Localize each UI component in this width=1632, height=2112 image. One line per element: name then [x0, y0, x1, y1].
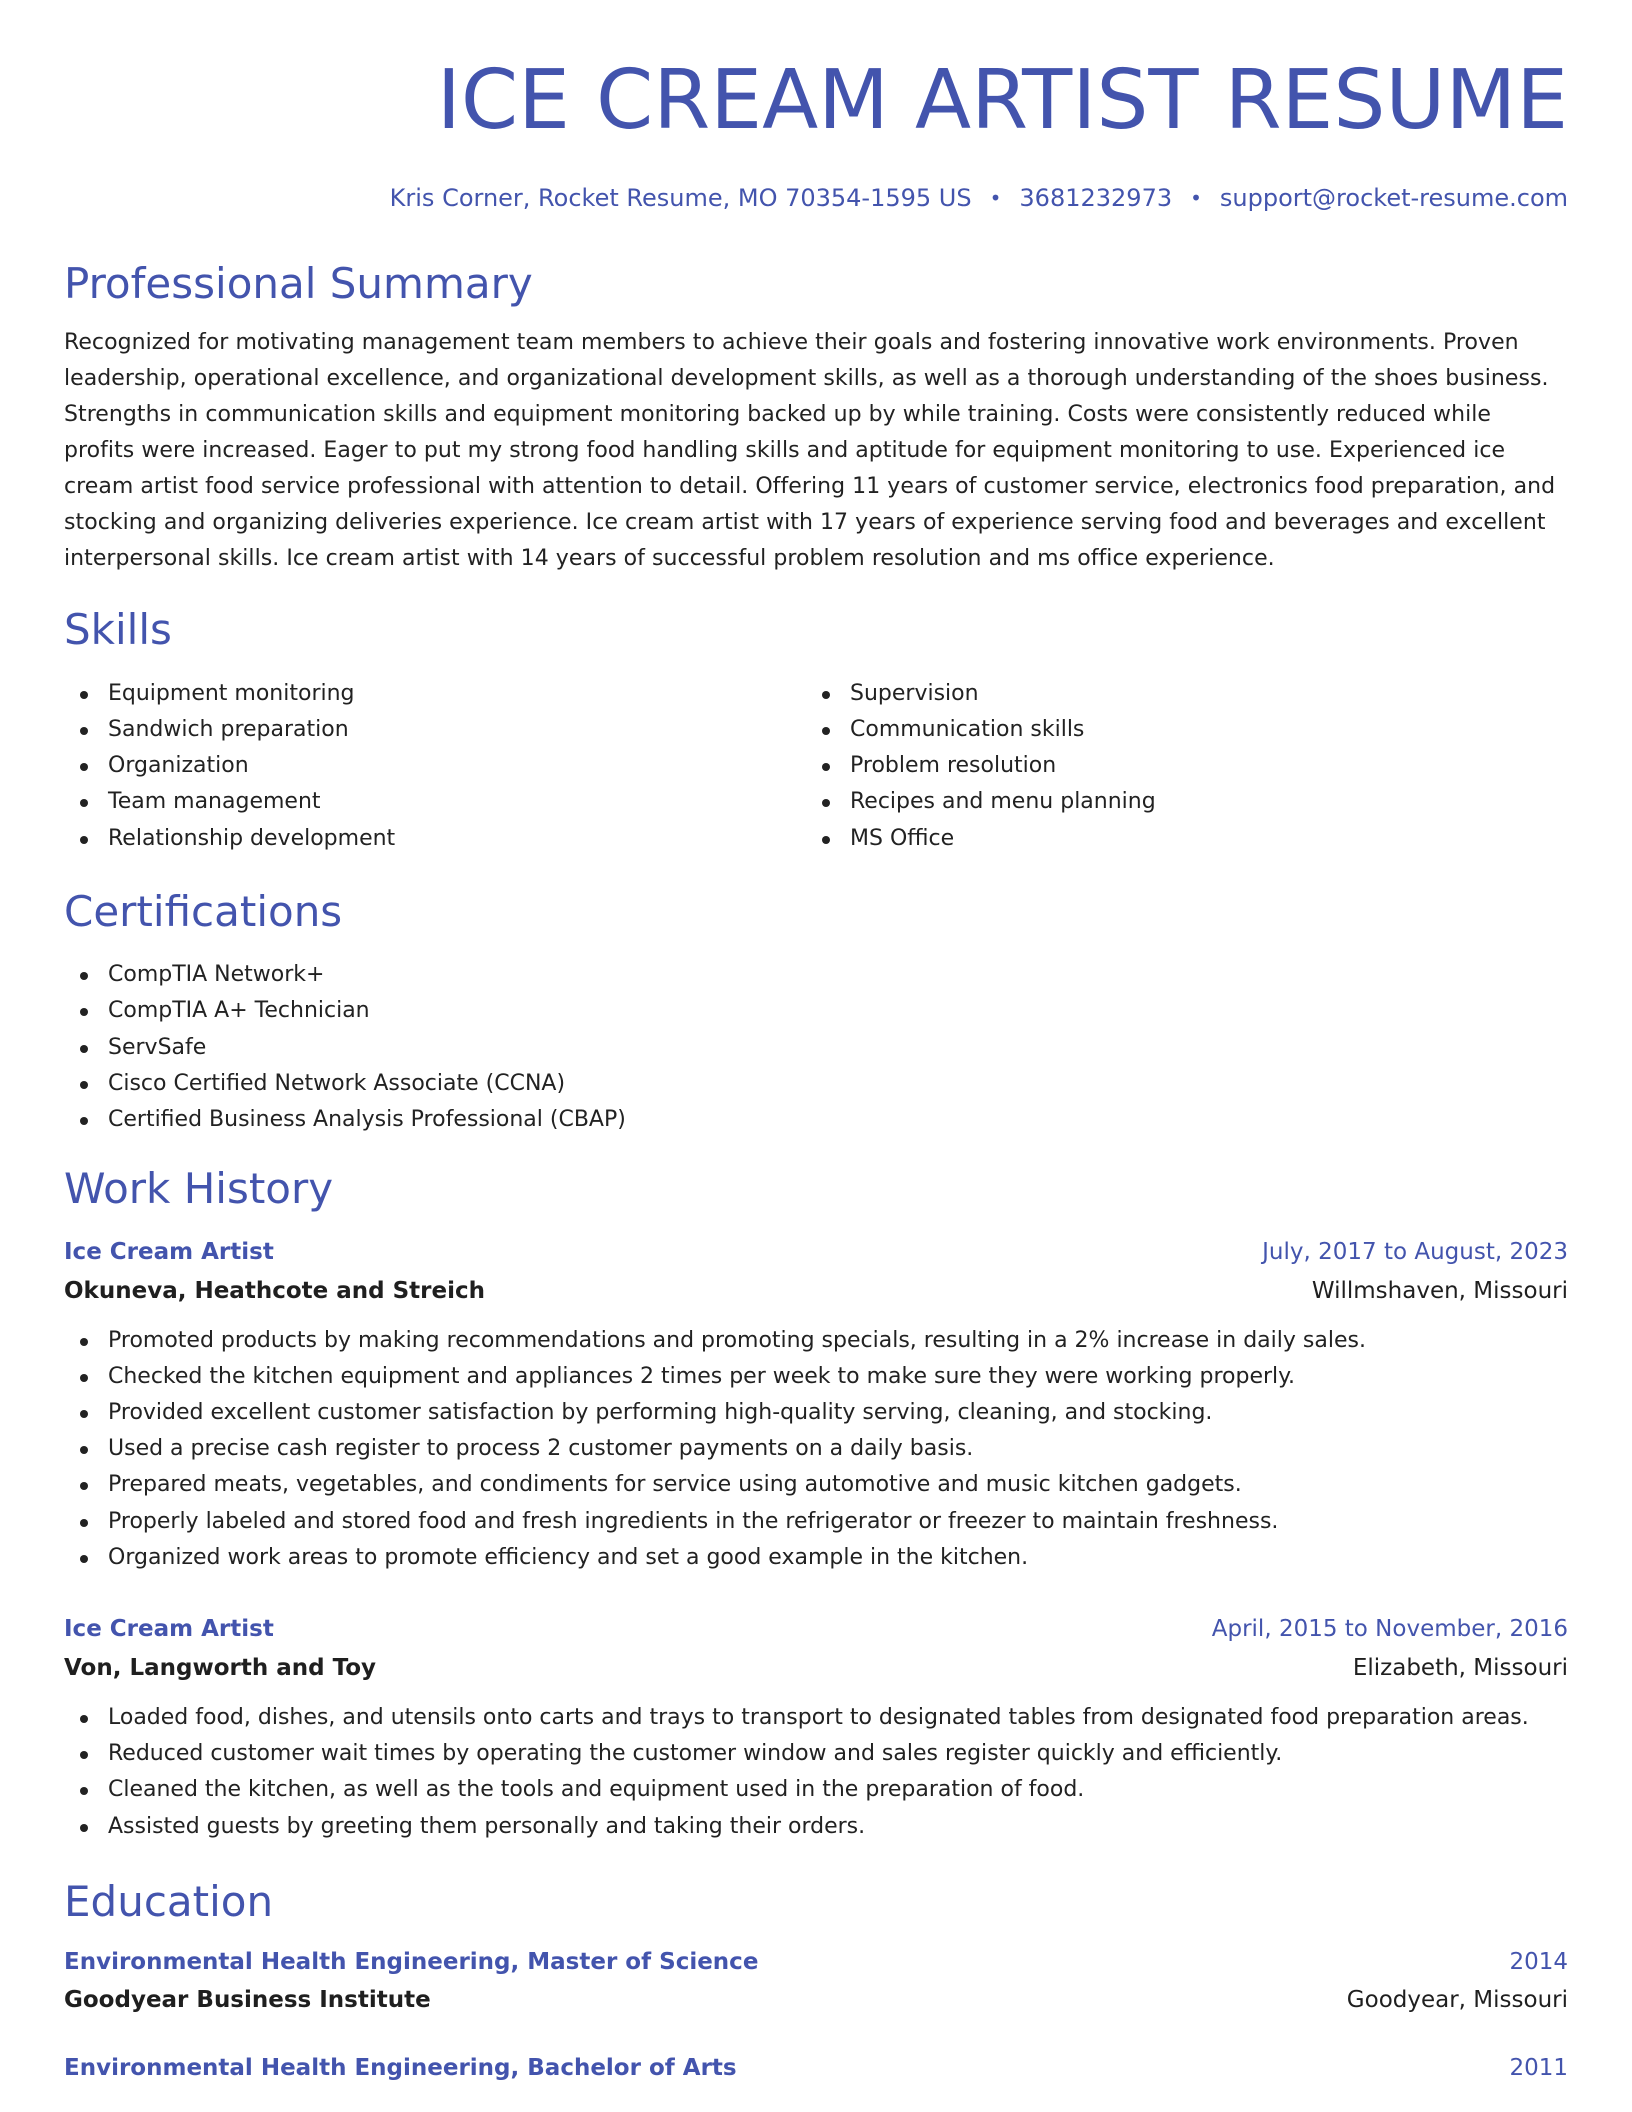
skills-section — [64, 605, 1568, 856]
summary-heading: Professional Summary — [64, 259, 533, 308]
summary-text: Recognized for motivating management team members to achieve their goals and fostering innovative work environments. Proven leadership, operational excellence, and organizational development skills, as well as a thorough understanding of the shoes business. Strengths in communication skills and equipment monitoring backed up by while training. Costs were consistently reduced while profits were increased. Eager to put my strong food handling skills and aptitude for equipment monitoring to use. Experienced ice cream artist food service professional with attention to detail. Offering 11 years of customer service, electronics food preparation, and stocking and organizing deliveries experience. Ice cream artist with 17 years of experience serving food and beverages and excellent interpersonal skills. Ice cream artist with 14 years of successful problem resolution and ms office experience. — [64, 330, 1556, 572]
job-header-row — [64, 1610, 1568, 1648]
education-entry — [64, 1943, 1568, 2019]
skills-heading: Skills — [64, 605, 172, 655]
education-location: Goodyear, Missouri — [1346, 1987, 1568, 2014]
skill-item: Recipes and menu planning — [806, 784, 1568, 820]
resume-title: ICE CREAM ARTIST RESUME — [436, 53, 1568, 148]
job-duty: Properly labeled and stored food and fresh ingredients in the refrigerator or freezer to maintain freshness. — [64, 1504, 1568, 1540]
skill-item: Communication skills — [806, 712, 1568, 748]
contact-separator: • — [1190, 186, 1202, 210]
job-role: Ice Cream Artist — [64, 1238, 274, 1265]
skill-item: Sandwich preparation — [64, 712, 806, 748]
education-year: 2014 — [1509, 1949, 1568, 1976]
job-duty: Prepared meats, vegetables, and condiments for service using automotive and music kitchen gadgets. — [64, 1467, 1568, 1503]
education-header-row — [64, 1943, 1568, 1981]
education-heading: Education — [64, 1876, 274, 1926]
skill-item: Organization — [64, 748, 806, 784]
work-history-section — [64, 1164, 1568, 1845]
certification-item: ServSafe — [64, 1030, 1568, 1066]
job-duty: Loaded food, dishes, and utensils onto carts and trays to transport to designated tables from designated food preparation areas. — [64, 1700, 1568, 1736]
education-school-row — [64, 1981, 1568, 2019]
contact-separator: • — [989, 186, 1002, 210]
job-duties-list — [64, 1700, 1568, 1845]
skills-grid — [64, 676, 1568, 857]
job-location: Elizabeth, Missouri — [1352, 1655, 1568, 1682]
skill-item: Problem resolution — [806, 748, 1568, 784]
education-entry — [64, 2049, 1568, 2087]
work-history-heading: Work History — [64, 1164, 334, 1214]
job-duty: Used a precise cash register to process 2 customer payments on a daily basis. — [64, 1431, 1568, 1467]
contact-phone: 3681232973 — [1019, 184, 1173, 212]
certification-item: Certified Business Analysis Professional (CBAP) — [64, 1102, 1568, 1138]
skill-item: Relationship development — [64, 821, 806, 857]
skills-list-right — [806, 676, 1568, 857]
certifications-heading: Certifications — [64, 886, 343, 936]
job-duty: Provided excellent customer satisfaction by performing high-quality serving, cleaning, and stocking. — [64, 1395, 1568, 1431]
job-header-row — [64, 1233, 1568, 1271]
education-school: Goodyear Business Institute — [64, 1987, 431, 2014]
job-dates: April, 2015 to November, 2016 — [1211, 1616, 1568, 1643]
certification-item: CompTIA A+ Technician — [64, 993, 1568, 1029]
job-duty: Cleaned the kitchen, as well as the tools and equipment used in the preparation of food. — [64, 1772, 1568, 1808]
skill-item: MS Office — [806, 821, 1568, 857]
skill-item: Supervision — [806, 676, 1568, 712]
certifications-section — [64, 887, 1568, 1138]
job-company: Okuneva, Heathcote and Streich — [64, 1277, 485, 1304]
contact-address: Kris Corner, Rocket Resume, MO 70354-1595 US — [389, 184, 972, 212]
education-degree: Environmental Health Engineering, Bachelor of Arts — [64, 2055, 737, 2082]
education-degree: Environmental Health Engineering, Master of Science — [64, 1949, 759, 1976]
education-header-row — [64, 2049, 1568, 2087]
job-duty: Checked the kitchen equipment and appliances 2 times per week to make sure they were working properly. — [64, 1359, 1568, 1395]
job-dates: July, 2017 to August, 2023 — [1262, 1238, 1568, 1265]
job-duties-list — [64, 1323, 1568, 1576]
job-company-row — [64, 1648, 1568, 1688]
education-year: 2011 — [1509, 2055, 1568, 2082]
job-duty: Promoted products by making recommendations and promoting specials, resulting in a 2% increase in daily sales. — [64, 1323, 1568, 1359]
contact-line — [64, 174, 1568, 222]
job-duty: Reduced customer wait times by operating the customer window and sales register quickly and efficiently. — [64, 1736, 1568, 1772]
job-company-row — [64, 1271, 1568, 1311]
job-entry — [64, 1610, 1568, 1845]
job-role: Ice Cream Artist — [64, 1616, 274, 1643]
job-duty: Assisted guests by greeting them personally and taking their orders. — [64, 1809, 1568, 1845]
job-entry — [64, 1233, 1568, 1576]
job-location: Willmshaven, Missouri — [1311, 1277, 1568, 1304]
job-duty: Organized work areas to promote efficiency and set a good example in the kitchen. — [64, 1540, 1568, 1576]
skill-item: Team management — [64, 784, 806, 820]
certification-item: Cisco Certified Network Associate (CCNA) — [64, 1066, 1568, 1102]
summary-section — [64, 259, 1568, 577]
skills-list-left — [64, 676, 806, 857]
certification-item: CompTIA Network+ — [64, 957, 1568, 993]
education-section — [64, 1877, 1568, 2087]
contact-email[interactable]: support@rocket-resume.com — [1219, 184, 1568, 212]
job-company: Von, Langworth and Toy — [64, 1655, 377, 1682]
skill-item: Equipment monitoring — [64, 676, 806, 712]
certifications-list — [64, 957, 1568, 1138]
